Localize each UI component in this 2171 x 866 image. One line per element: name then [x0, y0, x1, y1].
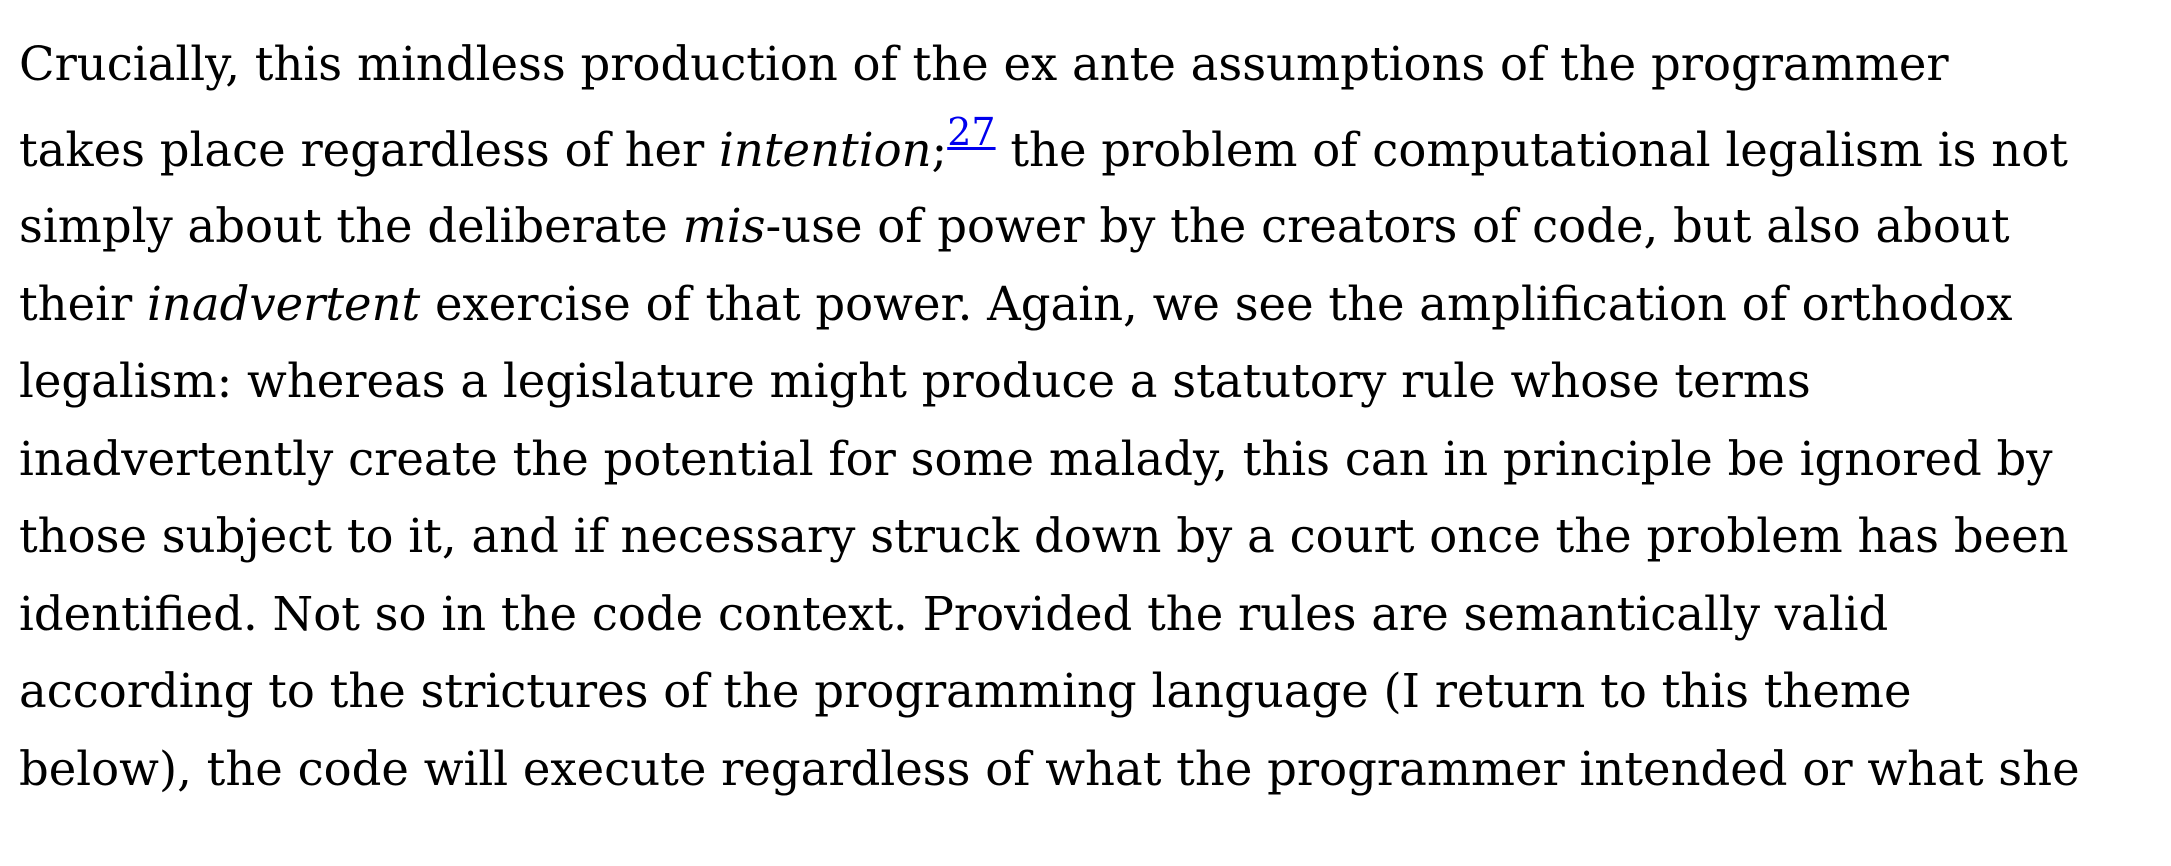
- text-segment: exercise of that power. Again, we see the amplification of orthodox: [420, 276, 2013, 331]
- text-segment: takes place regardless of her: [19, 123, 720, 177]
- text-line-6: inadvertently create the potential for some malady, this can in principle be ignored by: [19, 431, 2053, 486]
- text-line-9: according to the strictures of the programming language (I return to this theme: [19, 664, 1912, 718]
- emphasized-text: inadvertent: [147, 276, 421, 331]
- text-line-7: those subject to it, and if necessary struck down by a court once the problem has been: [19, 509, 2069, 563]
- text-line-4: [19, 266, 2159, 344]
- text-line-1: Crucially, this mindless production of the ex ante assumptions of the programmer: [19, 37, 1949, 91]
- emphasized-text: mis: [682, 199, 766, 253]
- text-segment: their: [19, 276, 148, 331]
- text-line-3: [19, 188, 2159, 266]
- footnote-link-27[interactable]: 27: [947, 110, 996, 155]
- text-segment: the problem of computational legalism is not: [995, 123, 2068, 177]
- body-paragraph: [19, 26, 2159, 808]
- text-line-2: [19, 102, 2159, 188]
- text-line-5: legalism: whereas a legislature might produce a statutory rule whose terms: [19, 354, 1811, 408]
- emphasized-text: intention: [719, 123, 932, 177]
- text-segment: -use of power by the creators of code, but also about: [765, 199, 2010, 253]
- text-line-8: identified. Not so in the code context. Provided the rules are semantically valid: [19, 586, 1889, 641]
- text-segment: simply about the deliberate: [19, 199, 683, 253]
- text-line-10: below), the code will execute regardless of what the programmer intended or what she: [19, 741, 2080, 796]
- text-segment: ;: [931, 123, 948, 177]
